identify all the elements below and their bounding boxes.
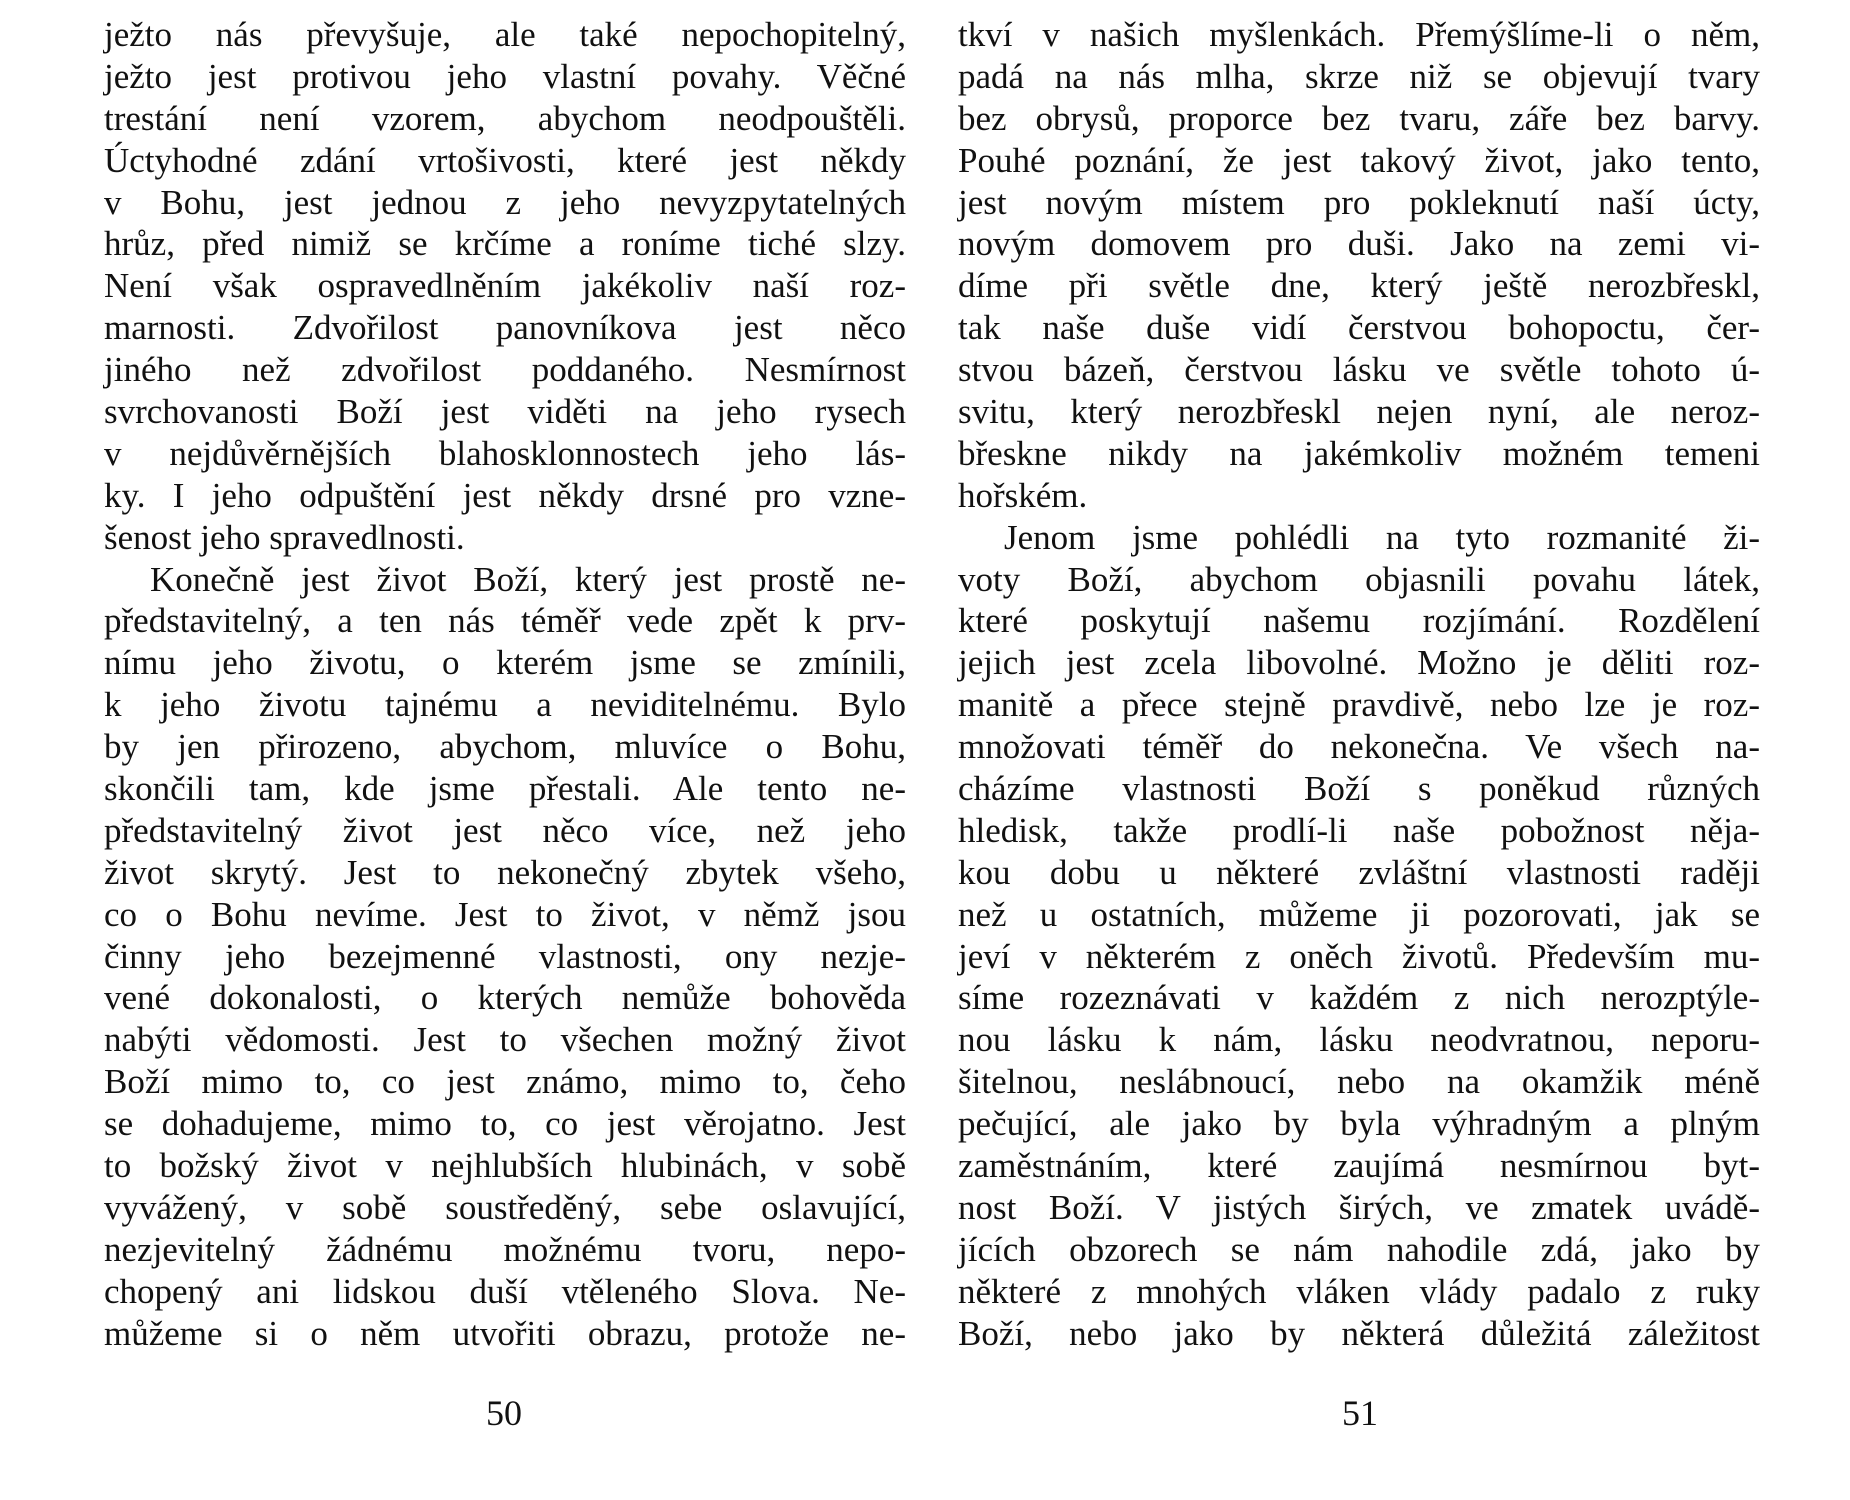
text-line: Boží mimo to, co jest známo, mimo to, čeho [104,1062,906,1102]
text-line: nost Boží. V jistých širých, ve zmatek uvádě- [958,1187,1760,1227]
text-line: v Bohu, jest jednou z jeho nevyzpytatelných [104,182,906,222]
text-line: zaměstnáním, které zaujímá nesmírnou byt- [958,1146,1760,1186]
text-line: hrůz, před nimiž se krčíme a roníme tiché slzy. [104,224,906,264]
text-line: kou dobu u některé zvláštní vlastnosti raději [958,852,1760,892]
text-line: Boží, nebo jako by některá důležitá záležitost [958,1313,1760,1353]
text-line: hledisk, takže prodlí-li naše pobožnost něja- [958,810,1760,850]
text-line: tak naše duše vidí čerstvou bohopoctu, čer- [958,308,1760,348]
text-line: vené dokonalosti, o kterých nemůže bohověda [104,978,906,1018]
page-number-right: 51 [1342,1393,1378,1433]
text-line: vyvážený, v sobě soustředěný, sebe oslavující, [104,1187,906,1227]
text-line: manitě a přece stejně pravdivě, nebo lze je roz- [958,685,1760,725]
text-line: tkví v našich myšlenkách. Přemýšlíme-li o něm, [958,15,1760,54]
text-line: novým domovem pro duši. Jako na zemi vi- [958,224,1760,264]
text-line: Úctyhodné zdání vrtošivosti, které jest někdy [104,140,906,180]
text-line: svitu, který nerozbřeskl nejen nyní, ale neroz- [958,392,1760,432]
text-line: nou lásku k nám, lásku neodvratnou, neporu- [958,1020,1760,1060]
text-line: chopený ani lidskou duší vtěleného Slova. Ne- [104,1271,906,1311]
text-line: Není však ospravedlněním jakékoliv naší roz- [104,266,906,306]
text-line: cházíme vlastnosti Boží s poněkud různých [958,769,1760,809]
text-line: jeví v některém z oněch životů. Především mu- [958,936,1760,976]
text-line: šenost jeho spravedlnosti. [104,517,465,557]
text-line: Konečně jest život Boží, který jest prostě ne- [150,559,906,599]
text-line: nezjevitelný žádnému možnému tvoru, nepo- [104,1229,906,1269]
text-line: jejich jest zcela libovolné. Možno je děliti roz- [958,643,1760,683]
text-line: jest novým místem pro pokleknutí naší úcty, [958,182,1760,222]
text-line: břeskne nikdy na jakémkoliv možném temeni [958,433,1760,473]
text-line: ježto jest protivou jeho vlastní povahy. Věčné [104,56,906,96]
text-line: trestání není vzorem, abychom neodpouštěli. [104,98,906,138]
text-line: množovati téměř do nekonečna. Ve všech na- [958,727,1760,767]
text-line: padá na nás mlha, skrze niž se objevují tvary [958,56,1760,96]
text-line: Jenom jsme pohlédli na tyto rozmanité ži- [1004,517,1760,557]
text-line: síme rozeznávati v každém z nich nerozptýle- [958,978,1760,1018]
text-line: nabýti vědomosti. Jest to všechen možný život [104,1020,906,1060]
text-line: život skrytý. Jest to nekonečný zbytek všeho, [104,852,906,892]
text-line: jiného než zdvořilost poddaného. Nesmírnost [104,350,906,390]
text-line: představitelný život jest něco více, než jeho [104,810,906,850]
text-line: v nejdůvěrnějších blahosklonnostech jeho lás- [104,433,906,473]
text-line: činny jeho bezejmenné vlastnosti, ony nezje- [104,936,906,976]
text-line: nímu jeho životu, o kterém jsme se zmínili, [104,643,906,683]
text-line: pečující, ale jako by byla výhradným a plným [958,1104,1760,1144]
text-line: to božský život v nejhlubších hlubinách, v sobě [104,1146,906,1186]
text-line: představitelný, a ten nás téměř vede zpět k prv- [104,601,906,641]
text-line: stvou bázeň, čerstvou lásku ve světle tohoto ú- [958,350,1760,390]
text-line: skončili tam, kde jsme přestali. Ale tento ne- [104,769,906,809]
text-line: některé z mnohých vláken vlády padalo z ruky [958,1271,1760,1311]
left-page-text [104,14,906,1355]
page-number-left: 50 [486,1393,522,1433]
text-line: můžeme si o něm utvořiti obrazu, protože ne- [104,1313,906,1353]
text-line: hořském. [958,475,1088,515]
text-line: šitelnou, neslábnoucí, nebo na okamžik méně [958,1062,1760,1102]
text-line: k jeho životu tajnému a neviditelnému. Bylo [104,685,906,725]
text-line: než u ostatních, můžeme ji pozorovati, jak se [958,894,1760,934]
right-page-text [958,14,1760,1355]
text-line: jících obzorech se nám nahodile zdá, jako by [958,1229,1760,1269]
text-line: svrchovanosti Boží jest viděti na jeho rysech [104,392,906,432]
text-line: marnosti. Zdvořilost panovníkova jest něco [104,308,906,348]
text-line: díme při světle dne, který ještě nerozbřeskl, [958,266,1760,306]
text-line: voty Boží, abychom objasnili povahu látek, [958,559,1760,599]
text-line: by jen přirozeno, abychom, mluvíce o Bohu, [104,727,906,767]
text-line: ky. I jeho odpuštění jest někdy drsné pro vzne- [104,475,906,515]
text-line: které poskytují našemu rozjímání. Rozdělení [958,601,1760,641]
text-line: bez obrysů, proporce bez tvaru, záře bez barvy. [958,98,1760,138]
text-line: co o Bohu nevíme. Jest to život, v němž jsou [104,894,906,934]
text-line: ježto nás převyšuje, ale také nepochopitelný, [104,15,906,54]
text-line: se dohadujeme, mimo to, co jest věrojatno. Jest [104,1104,906,1144]
text-line: Pouhé poznání, že jest takový život, jako tento, [958,140,1760,180]
